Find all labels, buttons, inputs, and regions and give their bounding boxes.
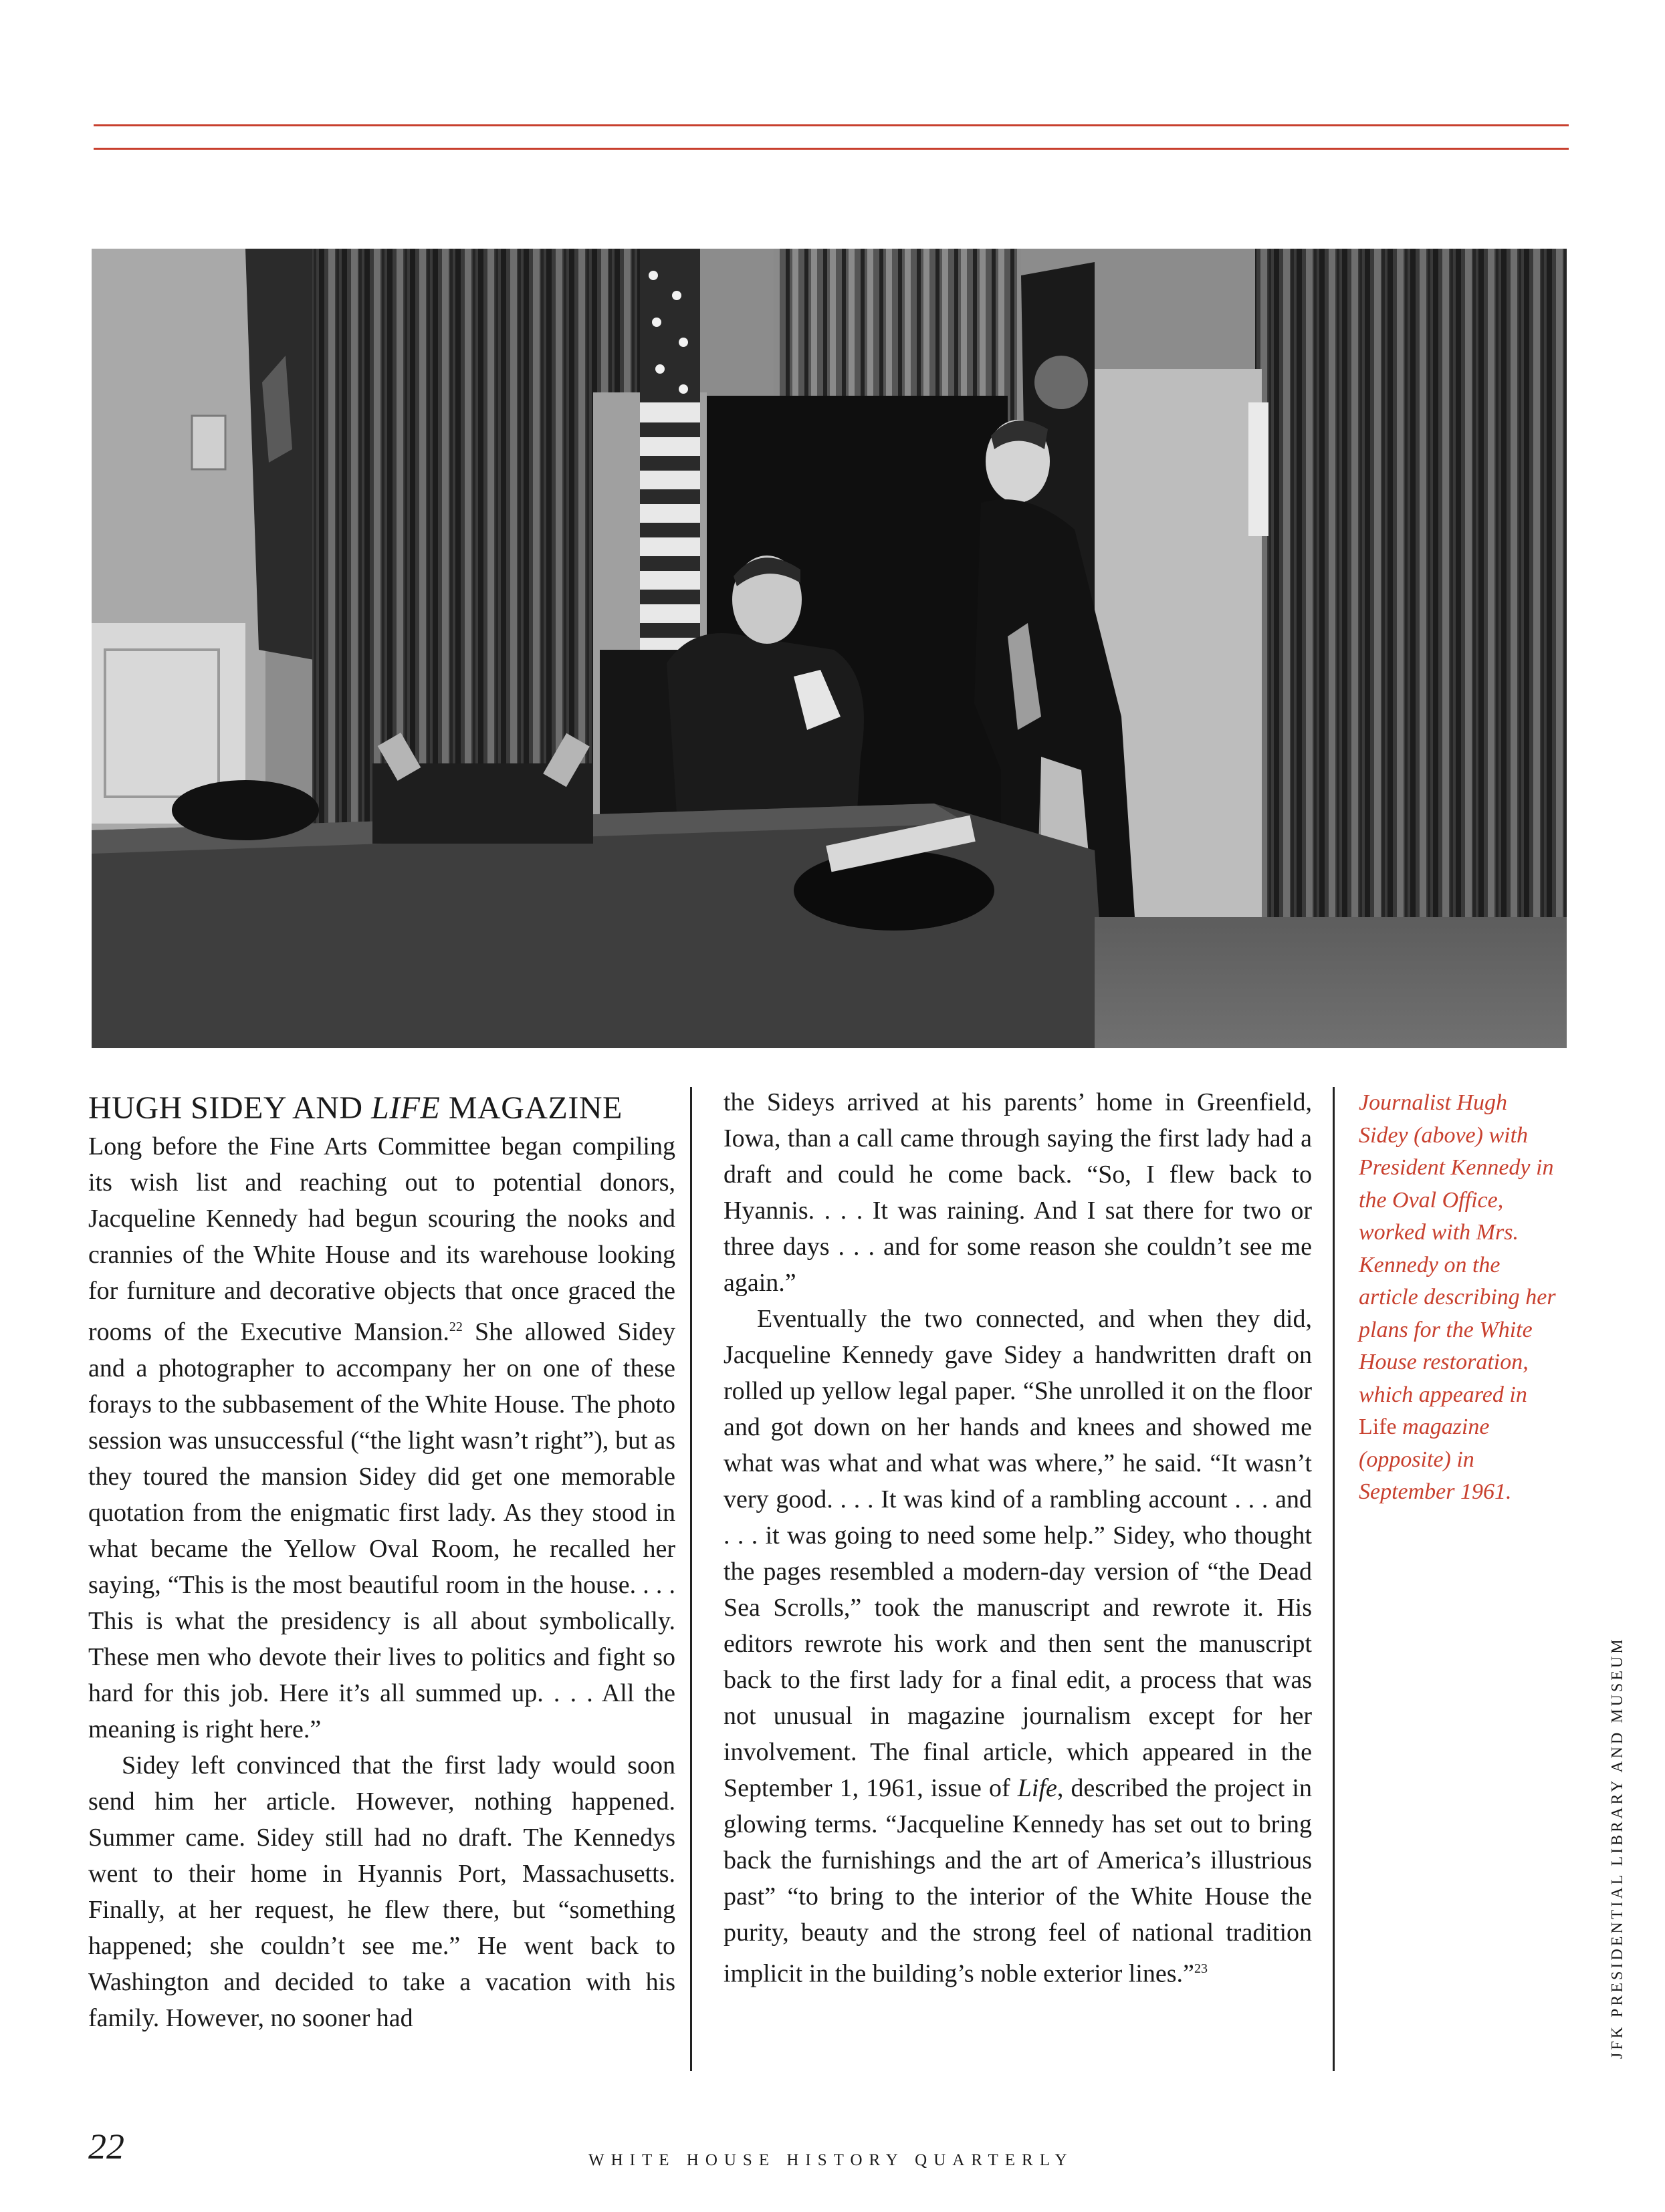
- photo-caption: Journalist Hugh Sidey (above) with President Kennedy in the Oval Office, worked with Mrs. Kennedy on the article describing her plans for the White House restoration, which appeared in Life magazine (opposite) in September 1961.: [1359, 1090, 1556, 1504]
- oval-office-photo: [92, 249, 1567, 1048]
- paragraph: Long before the Fine Arts Committee began compiling its wish list and reaching out to potential donors, Jacqueline Kennedy had begun scouring the nooks and crannies of the White House and its warehouse looking for furniture and decorative objects that once graced the rooms of the Executive Mansion.$^{22}$ She allowed Sidey and a photographer to accompany her on one of these forays to the subbasement of the White House. The photo session was unsuccessful (“the light wasn’t right”), but as they toured the mansion Sidey did get one memorable quotation from the enigmatic first lady. As they stood in what became the Yellow Oval Room, he recalled her saying, “This is the most beautiful room in the house. . . . This is what the presidency is all about symbolically. These men who devote their lives to politics and fight so hard for this job. Here it’s all summed up. . . . All the meaning is right here.”: [88, 1132, 675, 1743]
- page-number: 22: [88, 2126, 124, 2167]
- column-divider: [1333, 1087, 1335, 2071]
- article-column-2: [724, 1084, 1312, 1992]
- paragraph: Eventually the two connected, and when they did, Jacqueline Kennedy gave Sidey a handwritten draft on rolled up yellow legal paper. “She unrolled it on the floor and got down on her hands and knees and showed me what was what and what was where,” he said. “It wasn’t very good. . . . It was kind of a rambling account . . . and . . . it was going to need some help.” Sidey, who thought the pages resembled a modern-day version of “the Dead Sea Scrolls,” took the manuscript and rewrote it. His editors rewrote his work and then sent the manuscript back to the first lady for a final edit, a process that was not unusual in magazine journalism except for her involvement. The final article, which appeared in the September 1, 1961, issue of Life, described the project in glowing terms. “Jacqueline Kennedy has set out to bring back the furnishings and the art of America’s illustrious past” “to bring to the interior of the White House the purity, beauty and the strong feel of national tradition implicit in the building’s noble exterior lines.”$^{23}$: [724, 1305, 1312, 1988]
- photo-illustration: [92, 249, 1567, 1048]
- section-heading: HUGH SIDEY AND LIFE MAGAZINE: [88, 1090, 623, 1126]
- footnote-ref: 23: [1194, 1961, 1208, 1976]
- photo-credit: JFK PRESIDENTIAL LIBRARY AND MUSEUM: [1609, 1636, 1626, 2059]
- footnote-ref: 22: [449, 1320, 463, 1334]
- top-rule: [94, 124, 1569, 126]
- paragraph: Sidey left convinced that the first lady would soon send him her article. However, nothing happened. Summer came. Sidey still had no draft. The Kennedys went to their home in Hyannis Port, Massachusetts. Finally, at her request, he flew there, but “something happened; she couldn’t see me.” He went back to Washington and decided to take a vacation with his family. However, no sooner had: [88, 1751, 675, 2032]
- running-title: WHITE HOUSE HISTORY QUARTERLY: [588, 2151, 1074, 2169]
- top-rule-lower: [94, 148, 1569, 150]
- column-divider: [690, 1087, 692, 2071]
- article-column-1: [88, 1090, 675, 2036]
- paragraph: the Sideys arrived at his parents’ home in Greenfield, Iowa, than a call came through saying the first lady had a draft and could he come back. “So, I flew back to Hyannis. . . . It was raining. And I sat there for two or three days . . . and for some reason she couldn’t see me again.”: [724, 1088, 1312, 1297]
